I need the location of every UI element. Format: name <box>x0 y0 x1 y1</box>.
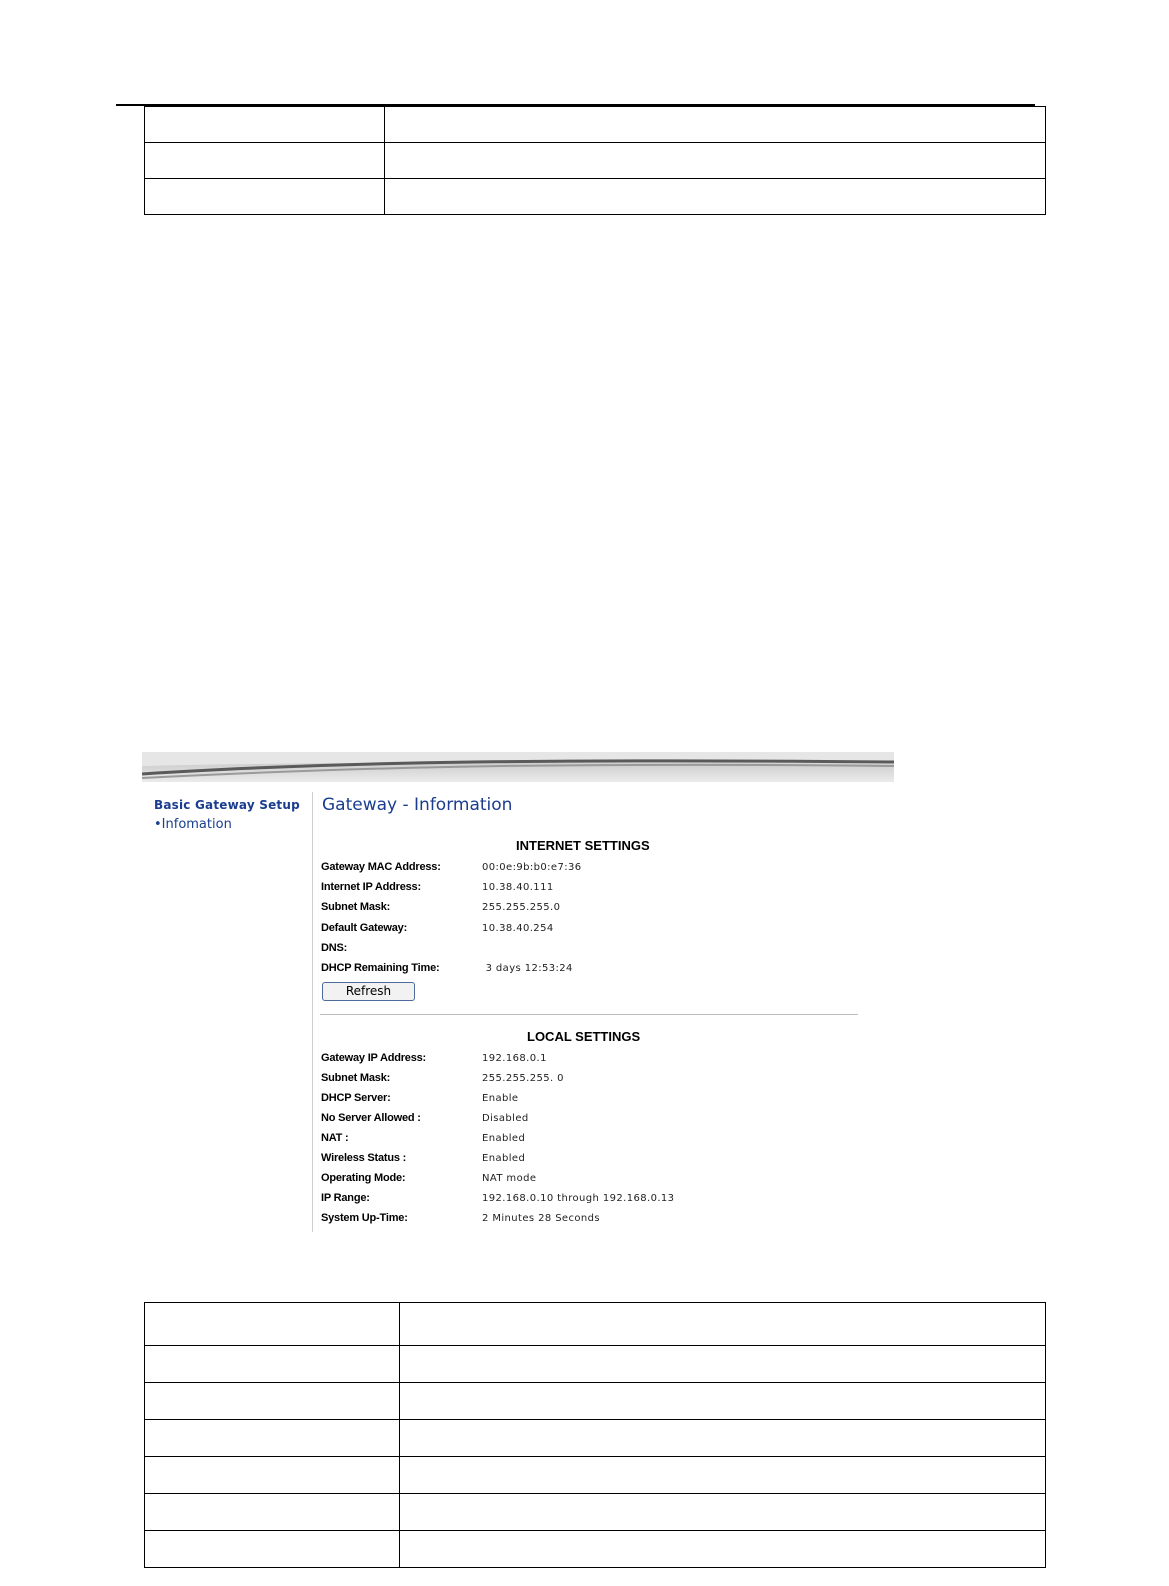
info-label: IP Range: <box>321 1192 370 1204</box>
sidebar <box>154 798 304 832</box>
info-row <box>321 1088 518 1108</box>
table-row <box>145 107 1046 143</box>
info-label: DHCP Server: <box>321 1092 391 1104</box>
info-label: DNS: <box>321 942 348 954</box>
info-label: Gateway IP Address: <box>321 1052 427 1064</box>
table-row <box>145 1303 1046 1346</box>
info-label: Internet IP Address: <box>321 881 421 893</box>
info-row <box>321 1148 525 1168</box>
info-row <box>321 897 560 917</box>
info-label: Gateway MAC Address: <box>321 861 441 873</box>
table-row <box>145 1457 1046 1494</box>
table-row <box>145 1346 1046 1383</box>
refresh-button[interactable]: Refresh <box>322 982 415 1001</box>
info-label: NAT : <box>321 1132 349 1144</box>
bottom-empty-table <box>144 1302 1046 1568</box>
info-value: Disabled <box>482 1113 529 1124</box>
info-value: 255.255.255. 0 <box>482 1073 564 1084</box>
info-label: Subnet Mask: <box>321 1072 391 1084</box>
info-label: No Server Allowed : <box>321 1112 421 1124</box>
info-row <box>321 1188 674 1208</box>
table-row <box>145 1531 1046 1568</box>
info-row <box>321 857 582 877</box>
table-row <box>145 1420 1046 1457</box>
info-value: Enable <box>482 1093 519 1104</box>
info-label: System Up-Time: <box>321 1212 408 1224</box>
info-label: Default Gateway: <box>321 922 408 934</box>
local-settings-heading: LOCAL SETTINGS <box>527 1029 641 1044</box>
info-row <box>321 877 554 897</box>
info-row <box>321 1048 547 1068</box>
table-row <box>145 179 1046 215</box>
info-value: 255.255.255.0 <box>482 902 561 913</box>
table-row <box>145 1494 1046 1531</box>
sidebar-divider <box>312 792 313 1232</box>
info-row <box>321 1128 525 1148</box>
section-divider <box>320 1014 858 1015</box>
table-row <box>145 1383 1046 1420</box>
sidebar-item-information[interactable]: •Infomation <box>154 817 232 832</box>
sidebar-title[interactable]: Basic Gateway Setup <box>154 798 300 812</box>
info-row <box>321 1068 564 1088</box>
info-value: NAT mode <box>482 1173 537 1184</box>
info-row <box>321 958 573 978</box>
info-value: 192.168.0.10 through 192.168.0.13 <box>482 1193 675 1204</box>
info-value: Enabled <box>482 1153 526 1164</box>
page-title: Gateway - Information <box>322 795 513 815</box>
info-value: 2 Minutes 28 Seconds <box>482 1213 600 1224</box>
info-value: Enabled <box>482 1133 526 1144</box>
header-swoosh-graphic <box>142 752 894 782</box>
info-value: 192.168.0.1 <box>482 1053 547 1064</box>
table-row <box>145 143 1046 179</box>
info-value: 10.38.40.111 <box>482 882 554 893</box>
gateway-header-banner <box>142 752 894 782</box>
info-label: Wireless Status : <box>321 1152 407 1164</box>
info-value: 00:0e:9b:b0:e7:36 <box>482 862 582 873</box>
info-row <box>321 918 554 938</box>
info-label: Subnet Mask: <box>321 901 391 913</box>
info-row <box>321 938 482 958</box>
info-label: DHCP Remaining Time: <box>321 962 440 974</box>
top-empty-table <box>144 106 1046 215</box>
info-value: 3 days 12:53:24 <box>482 963 573 974</box>
info-row <box>321 1208 600 1228</box>
info-row <box>321 1108 529 1128</box>
info-label: Operating Mode: <box>321 1172 406 1184</box>
internet-settings-heading: INTERNET SETTINGS <box>516 838 650 853</box>
info-row <box>321 1168 536 1188</box>
info-value: 10.38.40.254 <box>482 923 554 934</box>
